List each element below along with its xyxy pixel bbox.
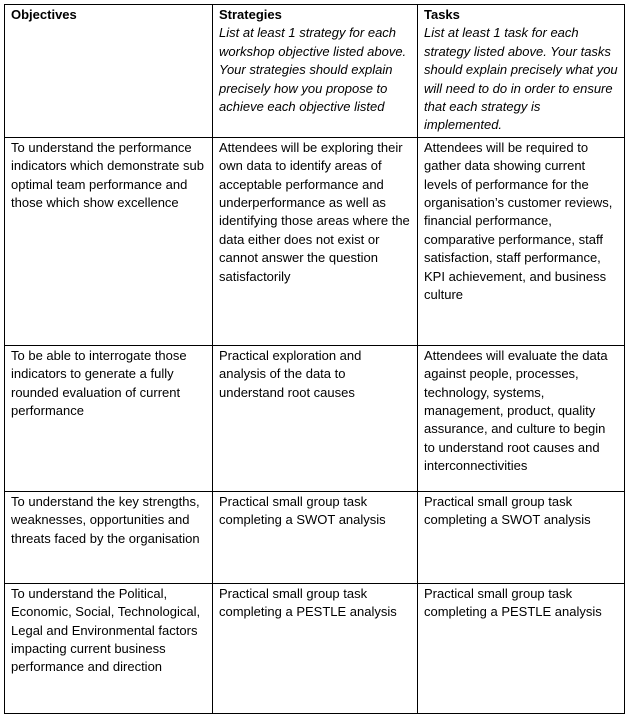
strategy-cell: Practical exploration and analysis of the data to understand root causes bbox=[213, 345, 418, 491]
objective-cell: To understand the performance indicators which demonstrate sub optimal team performance and those which show excellence bbox=[5, 137, 213, 345]
task-cell: Attendees will be required to gather data showing current levels of performance for the organisation’s customer reviews, financial performance, comparative performance, staff satisfaction, staff performance, KPI achievement, and business culture bbox=[418, 137, 625, 345]
header-tasks bbox=[418, 5, 625, 138]
header-strategies bbox=[213, 5, 418, 138]
task-cell: Attendees will evaluate the data against people, processes, technology, systems, management, product, quality assurance, and culture to begin to understand root causes and interconnectivities bbox=[418, 345, 625, 491]
header-objectives bbox=[5, 5, 213, 138]
table-row bbox=[5, 583, 625, 713]
table-row bbox=[5, 345, 625, 491]
strategy-cell: Attendees will be exploring their own data to identify areas of acceptable performance and underperformance as well as identifying those areas where the data either does not exist or cannot answer the question satisfactorily bbox=[213, 137, 418, 345]
task-cell: Practical small group task completing a PESTLE analysis bbox=[418, 583, 625, 713]
header-tasks-note: List at least 1 task for each strategy listed above. Your tasks should explain precisely what you will need to do in order to ensure that each strategy is implemented. bbox=[424, 25, 618, 133]
header-strategies-note: List at least 1 strategy for each workshop objective listed above. Your strategies should explain precisely how you propose to achieve each objective listed bbox=[219, 25, 407, 115]
header-strategies-title: Strategies bbox=[219, 7, 282, 22]
objective-cell: To understand the Political, Economic, Social, Technological, Legal and Environmental factors impacting current business performance and direction bbox=[5, 583, 213, 713]
header-tasks-title: Tasks bbox=[424, 7, 460, 22]
strategy-cell: Practical small group task completing a SWOT analysis bbox=[213, 491, 418, 583]
table-header-row bbox=[5, 5, 625, 138]
task-cell: Practical small group task completing a SWOT analysis bbox=[418, 491, 625, 583]
table-row bbox=[5, 491, 625, 583]
objective-cell: To be able to interrogate those indicators to generate a fully rounded evaluation of current performance bbox=[5, 345, 213, 491]
header-objectives-title: Objectives bbox=[11, 7, 77, 22]
strategy-cell: Practical small group task completing a PESTLE analysis bbox=[213, 583, 418, 713]
workshop-planning-table bbox=[4, 4, 625, 714]
objective-cell: To understand the key strengths, weaknesses, opportunities and threats faced by the organisation bbox=[5, 491, 213, 583]
table-row bbox=[5, 137, 625, 345]
